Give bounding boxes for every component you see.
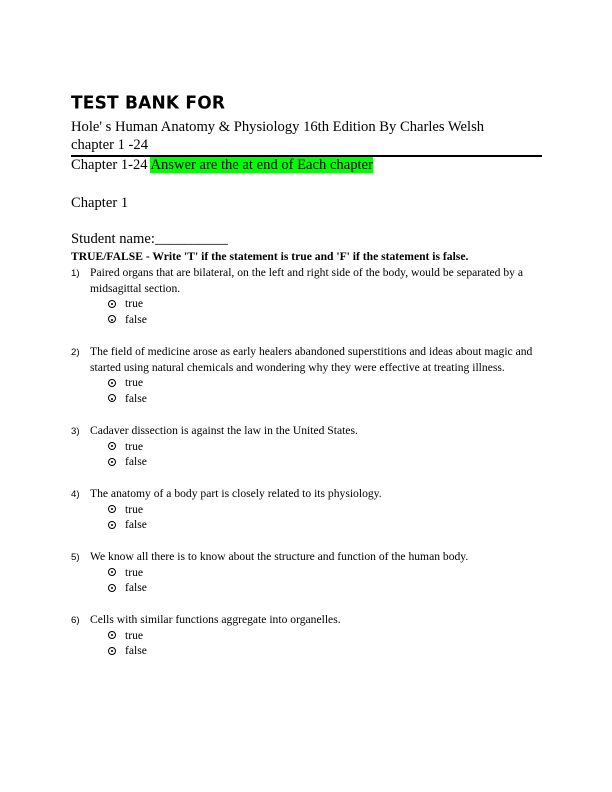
option-true[interactable] xyxy=(108,375,546,391)
question-3 xyxy=(71,423,546,470)
question-text: Cells with similar functions aggregate into organelles. xyxy=(90,613,341,626)
option-true[interactable] xyxy=(108,296,546,312)
option-false[interactable] xyxy=(108,312,546,328)
option-label: true xyxy=(125,628,144,642)
option-label: true xyxy=(125,376,144,390)
option-label: true xyxy=(125,502,144,516)
option-false[interactable] xyxy=(108,580,546,596)
radio-bullet-icon xyxy=(108,505,116,513)
question-text: Cadaver dissection is against the law in the United States. xyxy=(90,424,358,437)
option-label: false xyxy=(125,518,147,532)
option-false[interactable] xyxy=(108,391,546,407)
book-title: Hole' s Human Anatomy & Physiology 16th Edition By Charles Welsh xyxy=(71,119,485,135)
chapters-note xyxy=(71,157,373,174)
question-text: The field of medicine arose as early healers abandoned superstitions and ideas about magic and started using natural chemicals and wondering why they were effective at treating illness. xyxy=(90,345,533,374)
option-label: true xyxy=(125,297,144,311)
radio-bullet-icon xyxy=(108,521,116,529)
option-label: false xyxy=(125,455,147,469)
option-label: true xyxy=(125,565,144,579)
question-number: 1) xyxy=(71,268,80,279)
question-number: 6) xyxy=(71,615,80,626)
question-4 xyxy=(71,486,546,533)
option-true[interactable] xyxy=(108,628,546,644)
radio-bullet-icon xyxy=(108,458,116,466)
question-number: 4) xyxy=(71,489,80,500)
question-text: Paired organs that are bilateral, on the left and right side of the body, would be separated by a midsagittal section. xyxy=(90,266,524,295)
chapters-note-prefix: Chapter 1-24 xyxy=(71,157,151,173)
option-false[interactable] xyxy=(108,454,546,470)
answers-location-highlight: Answer are the at end of Each chapter xyxy=(150,157,373,173)
question-number: 5) xyxy=(71,552,80,563)
radio-bullet-icon xyxy=(108,631,116,639)
true-false-instructions: TRUE/FALSE - Write 'T' if the statement is true and 'F' if the statement is false. xyxy=(71,250,469,263)
test-bank-banner: TEST BANK FOR xyxy=(71,93,226,114)
option-true[interactable] xyxy=(108,565,546,581)
question-2 xyxy=(71,344,546,407)
option-true[interactable] xyxy=(108,502,546,518)
option-false[interactable] xyxy=(108,517,546,533)
chapter-heading: Chapter 1 xyxy=(71,195,129,211)
option-label: true xyxy=(125,439,144,453)
question-5 xyxy=(71,549,546,596)
radio-bullet-icon xyxy=(108,568,116,576)
question-text: We know all there is to know about the structure and function of the human body. xyxy=(90,550,469,563)
radio-bullet-icon xyxy=(108,394,116,402)
radio-bullet-icon xyxy=(108,647,116,655)
option-label: false xyxy=(125,312,147,326)
chapter-range: chapter 1 -24 xyxy=(71,137,148,153)
radio-bullet-icon xyxy=(108,300,116,308)
student-name-field: Student name:__________ xyxy=(71,231,228,247)
option-false[interactable] xyxy=(108,643,546,659)
radio-bullet-icon xyxy=(108,584,116,592)
question-1 xyxy=(71,265,546,328)
option-label: false xyxy=(125,581,147,595)
option-label: false xyxy=(125,644,147,658)
question-6 xyxy=(71,612,546,659)
radio-bullet-icon xyxy=(108,379,116,387)
radio-bullet-icon xyxy=(108,442,116,450)
question-number: 2) xyxy=(71,347,80,358)
radio-bullet-icon xyxy=(108,315,116,323)
question-number: 3) xyxy=(71,426,80,437)
option-true[interactable] xyxy=(108,439,546,455)
option-label: false xyxy=(125,391,147,405)
question-text: The anatomy of a body part is closely related to its physiology. xyxy=(90,487,382,500)
